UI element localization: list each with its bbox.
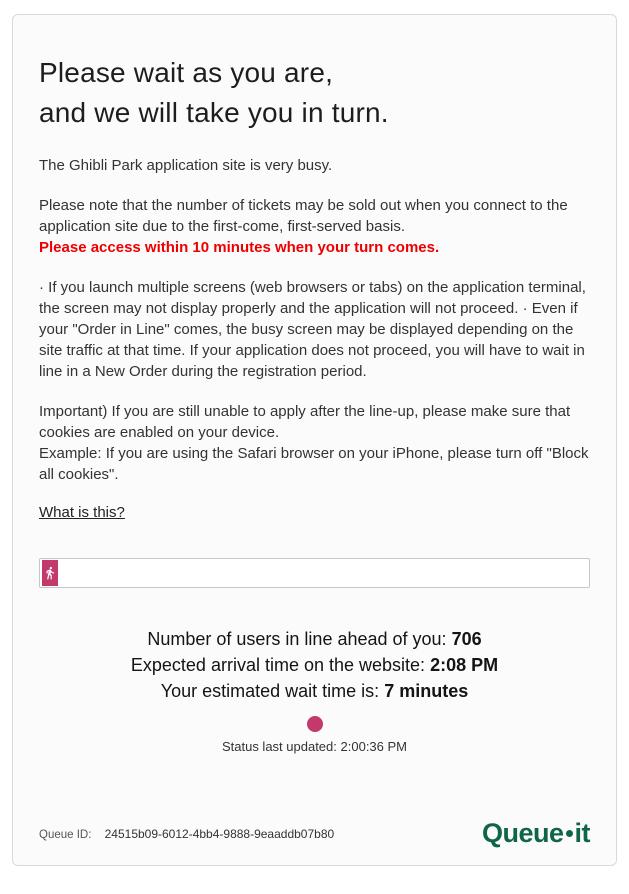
queue-id-label: Queue ID: — [39, 828, 92, 841]
important-block — [39, 401, 590, 485]
what-is-this-link[interactable]: What is this? — [39, 504, 125, 521]
queue-id-value: 24515b09-6012-4bb4-9888-9eaaddb07b80 — [104, 826, 335, 841]
logo-dot-icon — [566, 830, 573, 837]
bullet-list — [39, 277, 590, 382]
bullet-item-1: · If you launch multiple screens (web browsers or tabs) on the application terminal, the screen may not display properly and the application will not proceed. — [39, 279, 586, 317]
users-ahead-line — [39, 626, 590, 652]
progress-position-marker — [42, 560, 58, 586]
bullet-item-3: If your application does not proceed, you will have to wait in line in a New Order during the registration period. — [39, 342, 585, 380]
notice-block — [39, 195, 590, 258]
status-updated-label: Status last updated: — [221, 739, 337, 754]
arrival-time-label: Expected arrival time on the website: — [130, 655, 426, 675]
important-text: Important) If you are still unable to apply after the line-up, please make sure that cookies are enabled on your device. — [39, 403, 571, 441]
status-updated-line — [39, 739, 590, 754]
arrival-time-line — [39, 652, 590, 678]
wait-time-label: Your estimated wait time is: — [160, 681, 380, 701]
page-title — [39, 53, 590, 133]
footer — [39, 818, 590, 849]
walking-person-icon — [43, 561, 57, 585]
queue-stats — [39, 626, 590, 704]
status-updated-value: 2:00:36 PM — [340, 739, 408, 754]
arrival-time-value: 2:08 PM — [430, 655, 499, 675]
logo-text-right: it — [574, 818, 590, 848]
page-title-line2: and we will take you in turn. — [39, 97, 389, 128]
users-ahead-value: 706 — [451, 629, 482, 649]
queue-it-logo[interactable] — [482, 818, 590, 849]
users-ahead-label: Number of users in line ahead of you: — [147, 629, 447, 649]
example-text: Example: If you are using the Safari browser on your iPhone, please turn off "Block all cookies". — [39, 445, 589, 483]
wait-time-line — [39, 678, 590, 704]
queue-id — [39, 827, 334, 841]
notice-text: Please note that the number of tickets may be sold out when you connect to the application site due to the first-come, first-served basis. — [39, 197, 568, 235]
page-title-line1: Please wait as you are, — [39, 57, 334, 88]
warning-text: Please access within 10 minutes when your turn comes. — [39, 239, 440, 256]
wait-time-value: 7 minutes — [384, 681, 469, 701]
status-indicator-dot — [307, 716, 323, 732]
intro-text: The Ghibli Park application site is very busy. — [39, 157, 333, 174]
queue-progress-bar — [39, 558, 590, 588]
bullet-item-2: · Even if your "Order in Line" comes, the busy screen may be displayed depending on the site traffic at that time. — [39, 300, 578, 359]
logo-text-left: Queue — [481, 818, 564, 848]
waiting-room-card — [12, 14, 617, 866]
